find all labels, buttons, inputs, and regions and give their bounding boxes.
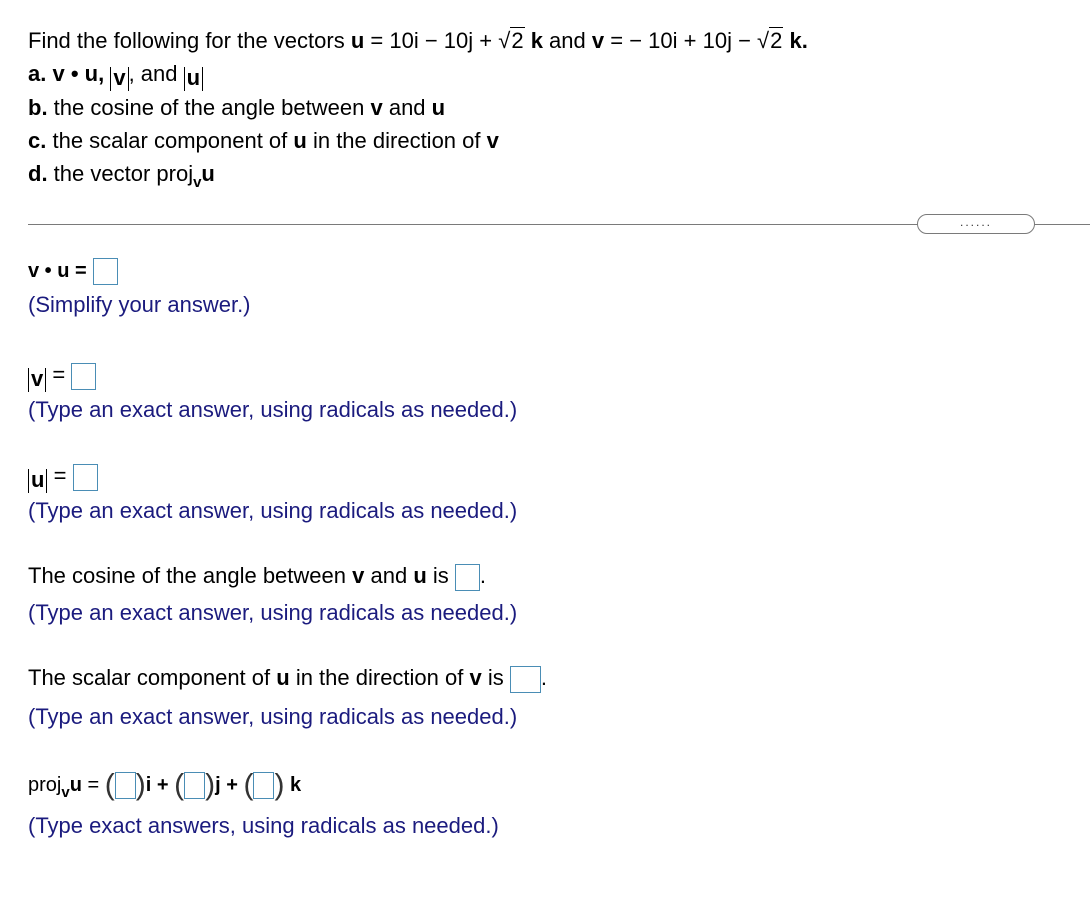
cosine-hint: (Type an exact answer, using radicals as needed.) xyxy=(28,600,518,625)
cosine-row xyxy=(28,561,486,591)
open-paren: ( xyxy=(243,768,254,802)
and-text: and xyxy=(364,563,414,588)
proj-j-input[interactable] xyxy=(184,772,205,799)
scalar-text: The scalar component of xyxy=(28,665,277,690)
part-c-text: the scalar component of xyxy=(46,128,294,153)
question-text xyxy=(28,24,808,199)
proj-k-input[interactable] xyxy=(253,772,274,799)
v-norm-input[interactable] xyxy=(71,363,96,390)
part-c-mid: in the direction of xyxy=(306,128,487,153)
dot-product-expr: v • u, xyxy=(52,61,105,86)
u-norm-row xyxy=(28,461,98,493)
abs-v-symbol: v xyxy=(31,366,44,391)
v-symbol: v xyxy=(370,95,383,120)
part-b-text: the cosine of the angle between xyxy=(47,95,371,120)
part-c-label: c. xyxy=(28,128,47,153)
and-text: and xyxy=(382,95,432,120)
proj-row xyxy=(28,770,301,808)
radicand: 2 xyxy=(511,28,524,53)
part-d-text: the vector proj xyxy=(47,161,194,186)
equals: = xyxy=(604,28,630,53)
open-paren: ( xyxy=(174,768,185,802)
proj-j-unit: j + xyxy=(215,774,238,796)
abs-v xyxy=(28,368,46,392)
part-b-label: b. xyxy=(28,95,48,120)
question-line-b xyxy=(28,91,808,124)
abs-u-symbol: u xyxy=(31,467,45,492)
v-symbol: v xyxy=(469,665,482,690)
v-k: k. xyxy=(789,28,808,53)
period: . xyxy=(479,563,487,588)
cosine-text: The cosine of the angle between xyxy=(28,563,353,588)
open-paren: ( xyxy=(104,768,115,802)
proj-hint: (Type exact answers, using radicals as needed.) xyxy=(28,813,499,838)
is-text: is xyxy=(426,563,455,588)
equals: = xyxy=(364,28,390,53)
abs-u xyxy=(28,469,47,493)
scalar-row xyxy=(28,663,547,693)
u-symbol: u xyxy=(413,563,427,588)
close-paren: ) xyxy=(274,768,285,802)
equals: = xyxy=(53,463,67,488)
u-symbol: u xyxy=(293,128,307,153)
abs-u xyxy=(184,67,203,91)
part-a-label: a. xyxy=(28,61,47,86)
cosine-input[interactable] xyxy=(455,564,480,591)
radicand: 2 xyxy=(770,28,783,53)
sqrt-symbol: √2 xyxy=(757,28,783,53)
u-symbol: u xyxy=(431,95,446,120)
v-symbol: v xyxy=(591,28,605,53)
u-symbol: u xyxy=(276,665,290,690)
u-norm-input[interactable] xyxy=(73,464,98,491)
more-button[interactable]: ...... xyxy=(917,214,1035,234)
dot-product-label: v • u = xyxy=(28,260,87,282)
dot-product-input[interactable] xyxy=(93,258,118,285)
v-norm-hint: (Type an exact answer, using radicals as needed.) xyxy=(28,397,518,422)
u-expression: 10i − 10j + xyxy=(389,28,499,53)
question-line-1 xyxy=(28,24,808,57)
and-text: , and xyxy=(128,61,178,86)
v-norm-row xyxy=(28,360,96,392)
u-k: k xyxy=(530,28,543,53)
is-text: is xyxy=(481,665,510,690)
question-line-d xyxy=(28,157,808,199)
proj-subscript: v xyxy=(61,784,70,801)
u-norm-hint: (Type an exact answer, using radicals as needed.) xyxy=(28,498,518,523)
close-paren: ) xyxy=(135,768,146,802)
v-symbol: v xyxy=(486,128,499,153)
sqrt-symbol: √2 xyxy=(498,28,524,53)
proj-subscript: v xyxy=(193,174,202,191)
and-text: and xyxy=(542,28,592,53)
proj-i-input[interactable] xyxy=(115,772,136,799)
v-expression: − 10i + 10j − xyxy=(629,28,758,53)
equals: = xyxy=(52,362,66,387)
abs-v-symbol: v xyxy=(113,65,126,90)
part-d-label: d. xyxy=(28,161,48,186)
u-symbol: u xyxy=(69,774,82,796)
period: . xyxy=(540,665,547,690)
proj-i-unit: i + xyxy=(145,774,169,796)
proj-label: proj xyxy=(28,774,62,796)
scalar-hint: (Type an exact answer, using radicals as needed.) xyxy=(28,704,518,729)
close-paren: ) xyxy=(205,768,216,802)
dot-product-row xyxy=(28,255,118,286)
scalar-mid: in the direction of xyxy=(289,665,470,690)
abs-u-symbol: u xyxy=(186,65,201,90)
question-line-a xyxy=(28,57,808,91)
scalar-input[interactable] xyxy=(510,666,541,693)
equals: = xyxy=(81,774,105,796)
u-symbol: u xyxy=(201,161,215,186)
v-symbol: v xyxy=(352,563,365,588)
dot-product-hint: (Simplify your answer.) xyxy=(28,292,251,317)
question-line-c xyxy=(28,124,808,157)
abs-v xyxy=(110,67,128,91)
u-symbol: u xyxy=(350,28,365,53)
intro-text: Find the following for the vectors xyxy=(28,28,351,53)
proj-k-unit: k xyxy=(290,774,302,796)
